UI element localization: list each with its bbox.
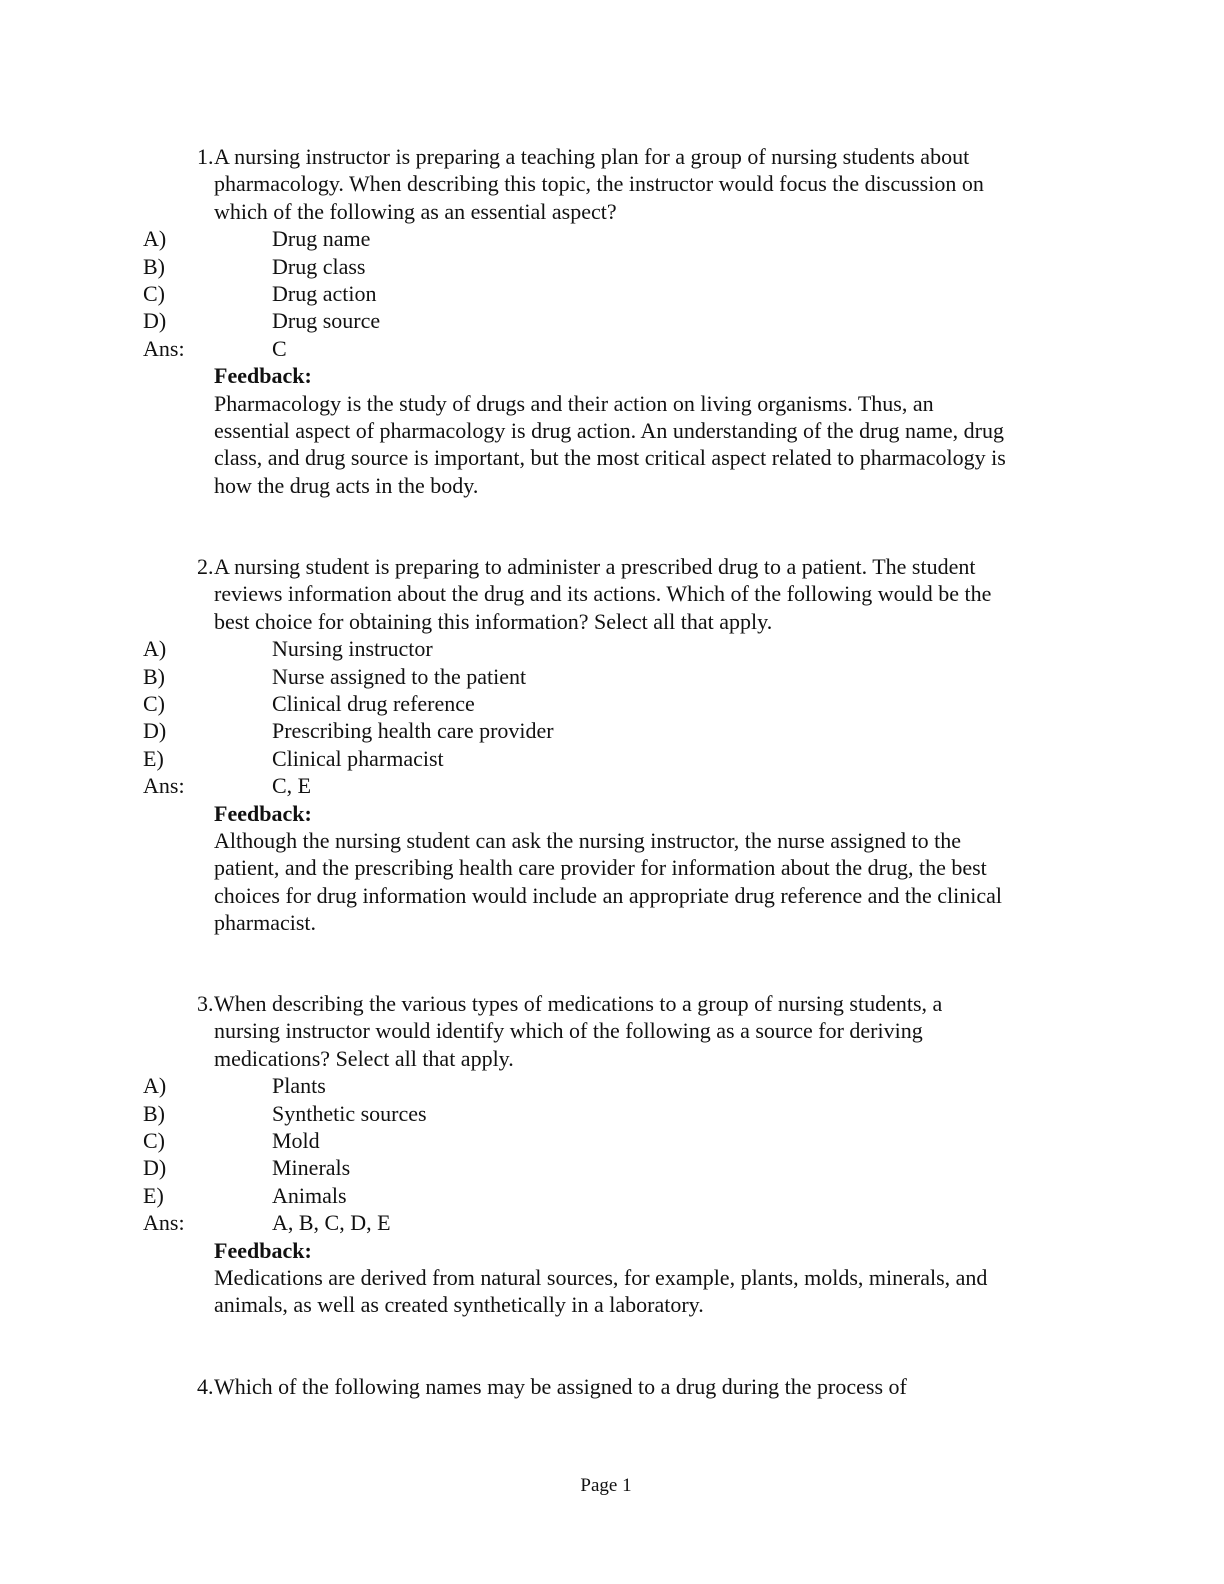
feedback-text: class, and drug source is important, but the most critical aspect related to pharmacology is	[214, 445, 1006, 471]
feedback-text: Medications are derived from natural sources, for example, plants, molds, minerals, and	[214, 1264, 988, 1290]
option-text: Drug class	[272, 253, 366, 279]
feedback-heading-row	[0, 800, 1224, 827]
option-item	[0, 663, 1224, 690]
feedback-line	[0, 827, 1224, 854]
feedback-line	[0, 909, 1224, 936]
feedback-text: Although the nursing student can ask the nursing instructor, the nurse assigned to the	[214, 827, 961, 853]
feedback-text: Pharmacology is the study of drugs and their action on living organisms. Thus, an	[214, 390, 934, 416]
option-item	[0, 745, 1224, 772]
feedback-line	[0, 882, 1224, 909]
feedback-text: essential aspect of pharmacology is drug action. An understanding of the drug name, drug	[214, 417, 1004, 443]
option-label: A)	[143, 1073, 167, 1099]
question-text: which of the following as an essential aspect?	[214, 198, 617, 224]
option-label: E)	[143, 1182, 164, 1208]
option-item	[0, 1127, 1224, 1154]
answer-value: A, B, C, D, E	[272, 1210, 391, 1236]
question-text: medications? Select all that apply.	[214, 1045, 514, 1071]
question-block	[0, 553, 1224, 936]
option-text: Mold	[272, 1127, 320, 1153]
question-stem-line	[0, 1045, 1224, 1072]
answer-row	[0, 1209, 1224, 1236]
question-number: 2.	[197, 554, 214, 579]
feedback-heading-row	[0, 362, 1224, 389]
question-number: 3.	[197, 991, 214, 1016]
question-block	[0, 143, 1224, 499]
option-label: A)	[143, 636, 167, 662]
question-stem-line	[0, 143, 1224, 170]
feedback-heading: Feedback:	[214, 800, 312, 826]
option-item	[0, 690, 1224, 717]
option-item	[0, 253, 1224, 280]
option-label: B)	[143, 253, 165, 279]
feedback-text: patient, and the prescribing health care provider for information about the drug, the best	[214, 855, 987, 881]
feedback-text: pharmacist.	[214, 910, 317, 936]
option-text: Minerals	[272, 1155, 351, 1181]
option-label: B)	[143, 663, 165, 689]
question-number: 4.	[197, 1374, 214, 1399]
option-item	[0, 1182, 1224, 1209]
option-text: Drug source	[272, 308, 381, 334]
feedback-line	[0, 472, 1224, 499]
option-label: B)	[143, 1100, 165, 1126]
question-text: When describing the various types of medications to a group of nursing students, a	[214, 991, 943, 1016]
question-text: pharmacology. When describing this topic, the instructor would focus the discussion on	[214, 171, 984, 197]
option-text: Clinical pharmacist	[272, 745, 444, 771]
feedback-text: how the drug acts in the body.	[214, 472, 479, 498]
feedback-line	[0, 1291, 1224, 1318]
question-text: A nursing student is preparing to administer a prescribed drug to a patient. The student	[214, 554, 976, 579]
option-item	[0, 225, 1224, 252]
question-stem-line	[0, 170, 1224, 197]
answer-row	[0, 772, 1224, 799]
option-label: D)	[143, 308, 167, 334]
feedback-heading: Feedback:	[214, 363, 312, 389]
question-stem-line	[0, 990, 1224, 1017]
option-item	[0, 717, 1224, 744]
option-label: C)	[143, 690, 165, 716]
answer-value: C, E	[272, 773, 312, 799]
option-text: Synthetic sources	[272, 1100, 427, 1126]
question-stem-line	[0, 198, 1224, 225]
feedback-heading: Feedback:	[214, 1237, 312, 1263]
question-block	[0, 990, 1224, 1319]
option-text: Drug name	[272, 226, 371, 252]
answer-value: C	[272, 335, 287, 361]
option-text: Animals	[272, 1182, 347, 1208]
page-number: Page 1	[580, 1475, 632, 1496]
option-label: D)	[143, 1155, 167, 1181]
feedback-line	[0, 1264, 1224, 1291]
question-text: reviews information about the drug and its actions. Which of the following would be the	[214, 581, 992, 607]
question-stem-line	[0, 1373, 1224, 1400]
answer-label: Ans:	[143, 335, 185, 361]
option-text: Prescribing health care provider	[272, 718, 554, 744]
option-text: Nurse assigned to the patient	[272, 663, 527, 689]
option-label: C)	[143, 1127, 165, 1153]
answer-label: Ans:	[143, 773, 185, 799]
question-stem-line	[0, 608, 1224, 635]
question-stem-line	[0, 580, 1224, 607]
feedback-heading-row	[0, 1237, 1224, 1264]
option-label: A)	[143, 226, 167, 252]
option-item	[0, 280, 1224, 307]
feedback-line	[0, 444, 1224, 471]
question-block	[0, 1373, 1224, 1400]
question-number: 1.	[197, 144, 214, 169]
feedback-text: choices for drug information would include an appropriate drug reference and the clinical	[214, 882, 1003, 908]
feedback-text: animals, as well as created synthetically in a laboratory.	[214, 1292, 704, 1318]
feedback-line	[0, 417, 1224, 444]
option-label: E)	[143, 745, 164, 771]
option-text: Nursing instructor	[272, 636, 433, 662]
option-label: C)	[143, 280, 165, 306]
feedback-line	[0, 854, 1224, 881]
option-item	[0, 1100, 1224, 1127]
option-item	[0, 1154, 1224, 1181]
option-label: D)	[143, 718, 167, 744]
question-text: nursing instructor would identify which of the following as a source for deriving	[214, 1018, 923, 1044]
question-stem-line	[0, 553, 1224, 580]
option-text: Plants	[272, 1073, 326, 1099]
option-item	[0, 635, 1224, 662]
option-text: Drug action	[272, 280, 377, 306]
question-text: Which of the following names may be assigned to a drug during the process of	[214, 1374, 907, 1399]
answer-row	[0, 335, 1224, 362]
question-text: best choice for obtaining this information? Select all that apply.	[214, 608, 773, 634]
answer-label: Ans:	[143, 1210, 185, 1236]
option-item	[0, 1072, 1224, 1099]
option-item	[0, 307, 1224, 334]
feedback-line	[0, 390, 1224, 417]
question-text: A nursing instructor is preparing a teaching plan for a group of nursing students about	[214, 144, 970, 169]
option-text: Clinical drug reference	[272, 690, 475, 716]
question-stem-line	[0, 1017, 1224, 1044]
